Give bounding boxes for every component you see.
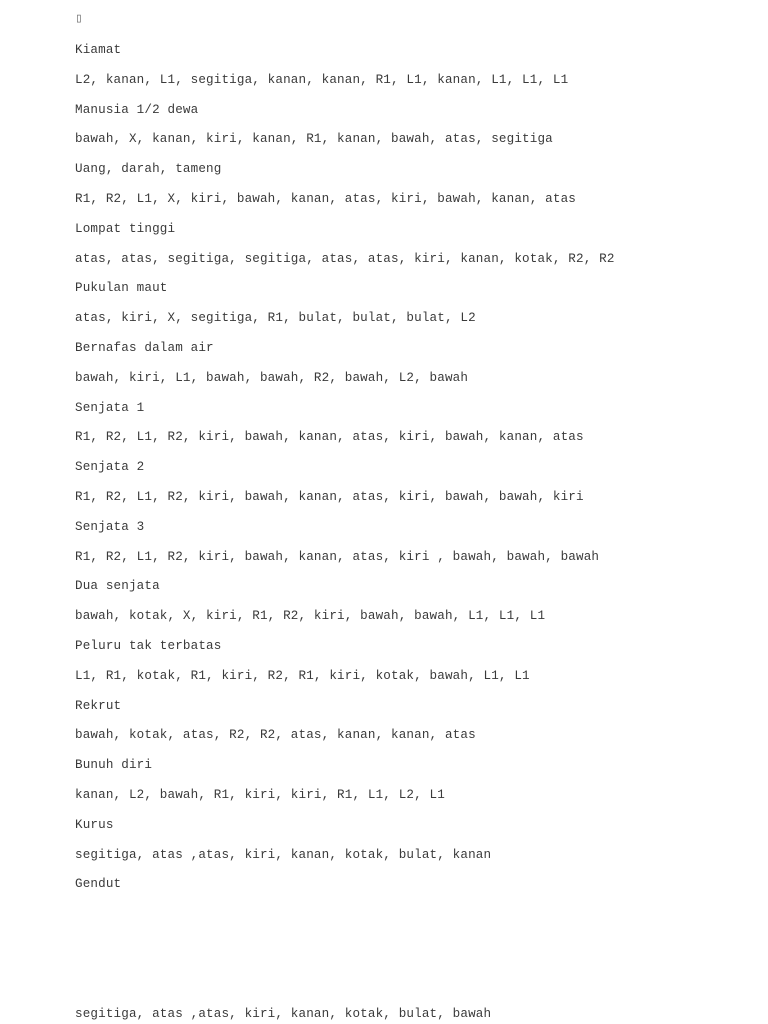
cheat-title-bernafas-dalam-air: Bernafas dalam air: [75, 340, 214, 355]
cheat-title-senjata-3: Senjata 3: [75, 519, 145, 534]
cheat-code-pukulan-maut: atas, kiri, X, segitiga, R1, bulat, bulat, bulat, L2: [75, 311, 476, 326]
cheat-title-senjata-2: Senjata 2: [75, 460, 145, 475]
cheat-code-rekrut: bawah, kotak, atas, R2, R2, atas, kanan, kanan, atas: [75, 728, 476, 743]
cheat-title-gendut: Gendut: [75, 877, 122, 892]
cheat-code-gendut: segitiga, atas ,atas, kiri, kanan, kotak, bulat, bawah: [75, 1007, 492, 1021]
cheat-code-senjata-1: R1, R2, L1, R2, kiri, bawah, kanan, atas, kiri, bawah, kanan, atas: [75, 430, 584, 445]
cheat-title-rekrut: Rekrut: [75, 698, 122, 713]
cheat-title-manusia-dewa: Manusia 1/2 dewa: [75, 102, 199, 117]
cheat-title-senjata-1: Senjata 1: [75, 400, 145, 415]
cheat-code-peluru-tak-terbatas: L1, R1, kotak, R1, kiri, R2, R1, kiri, kotak, bawah, L1, L1: [75, 668, 530, 683]
cheat-title-peluru-tak-terbatas: Peluru tak terbatas: [75, 638, 222, 653]
cheat-list: [75, 41, 755, 905]
cheat-code-bernafas-dalam-air: bawah, kiri, L1, bawah, bawah, R2, bawah, L2, bawah: [75, 370, 469, 385]
cheat-code-lompat-tinggi: atas, atas, segitiga, segitiga, atas, atas, kiri, kanan, kotak, R2, R2: [75, 251, 615, 266]
placeholder-glyph-icon: ▯: [75, 11, 83, 26]
cheat-title-bunuh-diri: Bunuh diri: [75, 758, 153, 773]
cheat-code-senjata-2: R1, R2, L1, R2, kiri, bawah, kanan, atas, kiri, bawah, bawah, kiri: [75, 489, 584, 504]
cheat-code-bunuh-diri: kanan, L2, bawah, R1, kiri, kiri, R1, L1, L2, L1: [75, 787, 445, 802]
cheat-title-kurus: Kurus: [75, 817, 114, 832]
cheat-title-uang-darah-tameng: Uang, darah, tameng: [75, 162, 222, 177]
cheat-code-kiamat: L2, kanan, L1, segitiga, kanan, kanan, R1, L1, kanan, L1, L1, L1: [75, 72, 569, 87]
cheat-title-pukulan-maut: Pukulan maut: [75, 281, 168, 296]
cheat-code-manusia-dewa: bawah, X, kanan, kiri, kanan, R1, kanan, bawah, atas, segitiga: [75, 132, 553, 147]
cheat-title-dua-senjata: Dua senjata: [75, 579, 160, 594]
cheat-code-uang-darah-tameng: R1, R2, L1, X, kiri, bawah, kanan, atas, kiri, bawah, kanan, atas: [75, 191, 576, 206]
cheat-code-kurus: segitiga, atas ,atas, kiri, kanan, kotak, bulat, kanan: [75, 847, 492, 862]
cheat-title-lompat-tinggi: Lompat tinggi: [75, 221, 176, 236]
cheat-code-dua-senjata: bawah, kotak, X, kiri, R1, R2, kiri, bawah, bawah, L1, L1, L1: [75, 609, 546, 624]
cheat-title-kiamat: Kiamat: [75, 43, 122, 57]
cheat-code-senjata-3: R1, R2, L1, R2, kiri, bawah, kanan, atas, kiri , bawah, bawah, bawah: [75, 549, 600, 564]
